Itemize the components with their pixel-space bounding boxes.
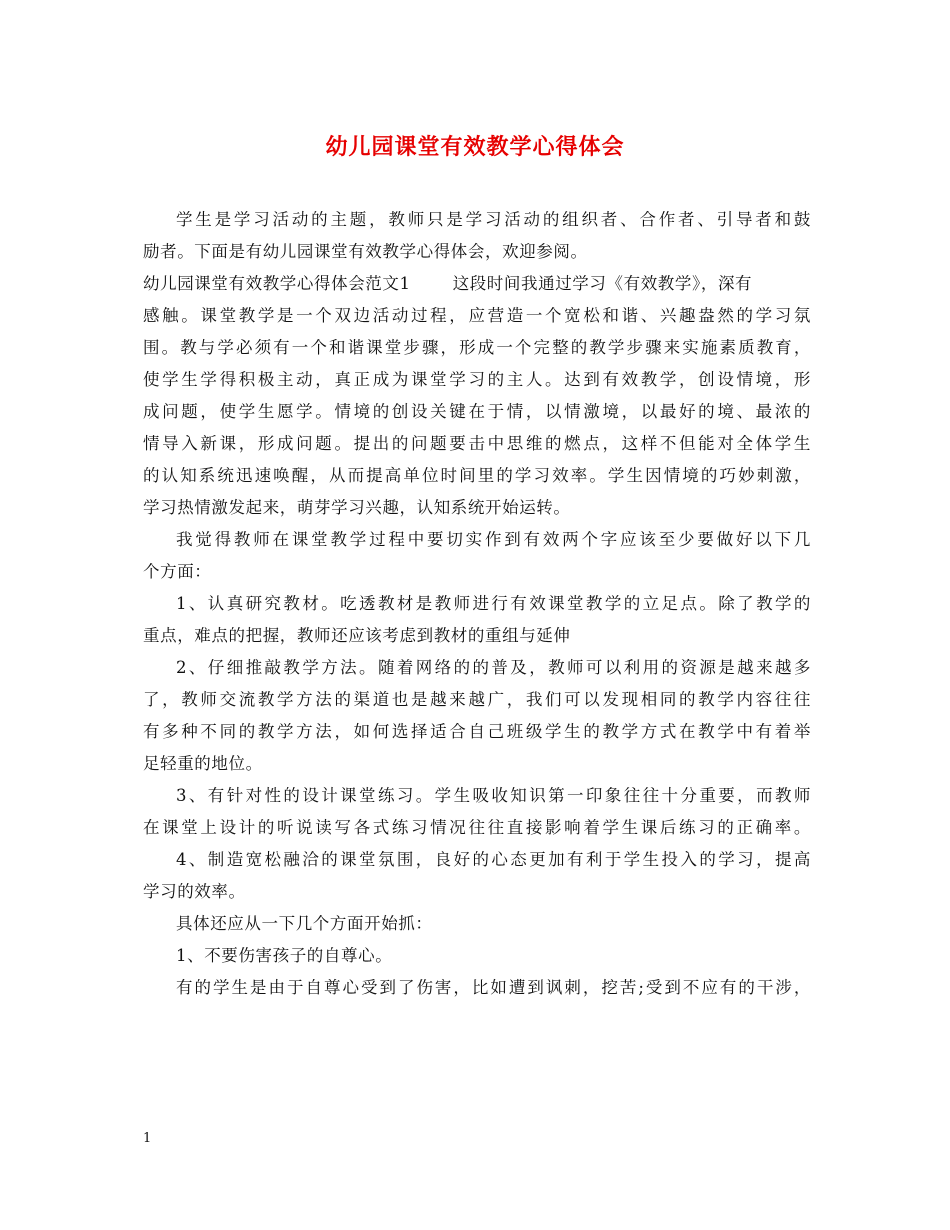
document-title: 幼儿园课堂有效教学心得体会 — [325, 135, 625, 160]
paragraph-line: 有的学生是由于自尊心受到了伤害，比如遭到讽刺，挖苦;受到不应有的干涉， — [176, 978, 811, 997]
section-heading: 幼儿园课堂有效教学心得体会范文1 — [143, 274, 411, 293]
paragraph-line: 学习的效率。 — [143, 882, 246, 901]
paragraph-line: 个方面： — [143, 562, 212, 581]
paragraph-line: 使学生学得积极主动，真正成为课堂学习的主人。达到有效教学，创设情境，形 — [143, 370, 811, 389]
paragraph-text: 这段时间我通过学习《有效教学》，深有 — [452, 274, 753, 293]
paragraph-line: 我觉得教师在课堂教学过程中要切实作到有效两个字应该至少要做好以下几 — [176, 530, 811, 549]
paragraph-line: 了，教师交流教学方法的渠道也是越来越广，我们可以发现相同的教学内容往往 — [143, 690, 811, 709]
page-number: 1 — [143, 1131, 152, 1146]
paragraph-line: 2、仔细推敲教学方法。随着网络的的普及，教师可以利用的资源是越来越多 — [176, 658, 811, 677]
paragraph-line: 4、制造宽松融洽的课堂氛围，良好的心态更加有利于学生投入的学习，提高 — [176, 850, 811, 869]
paragraph-line: 成问题，使学生愿学。情境的创设关键在于情，以情激境，以最好的境、最浓的 — [143, 402, 811, 421]
paragraph-line: 的认知系统迅速唤醒，从而提高单位时间里的学习效率。学生因情境的巧妙刺激， — [143, 466, 811, 485]
paragraph-line: 在课堂上设计的听说读写各式练习情况往往直接影响着学生课后练习的正确率。 — [143, 818, 811, 837]
paragraph-line: 有多种不同的教学方法，如何选择适合自己班级学生的教学方式在教学中有着举 — [143, 722, 811, 741]
paragraph-line: 足轻重的地位。 — [143, 754, 263, 773]
paragraph-line: 学习热情激发起来，萌芽学习兴趣，认知系统开始运转。 — [143, 498, 571, 517]
document-body — [143, 204, 811, 1004]
paragraph-line: 励者。下面是有幼儿园课堂有效教学心得体会，欢迎参阅。 — [143, 242, 588, 261]
paragraph-line: 具体还应从一下几个方面开始抓： — [176, 914, 433, 933]
paragraph-line: 3、有针对性的设计课堂练习。学生吸收知识第一印象往往十分重要，而教师 — [176, 786, 811, 805]
paragraph-line: 1、不要伤害孩子的自尊心。 — [176, 946, 393, 965]
paragraph-line: 重点，难点的把握，教师还应该考虑到教材的重组与延伸 — [143, 626, 571, 645]
paragraph-line: 围。教与学必须有一个和谐课堂步骤，形成一个完整的教学步骤来实施素质教育， — [143, 338, 811, 357]
paragraph-line-split — [143, 268, 811, 300]
paragraph-line: 情导入新课，形成问题。提出的问题要击中思维的燃点，这样不但能对全体学生 — [143, 434, 811, 453]
paragraph-line: 1、认真研究教材。吃透教材是教师进行有效课堂教学的立足点。除了教学的 — [176, 594, 811, 613]
paragraph-line: 学生是学习活动的主题，教师只是学习活动的组织者、合作者、引导者和鼓 — [176, 210, 811, 229]
paragraph-line: 感触。课堂教学是一个双边活动过程，应营造一个宽松和谐、兴趣盎然的学习氛 — [143, 306, 811, 325]
